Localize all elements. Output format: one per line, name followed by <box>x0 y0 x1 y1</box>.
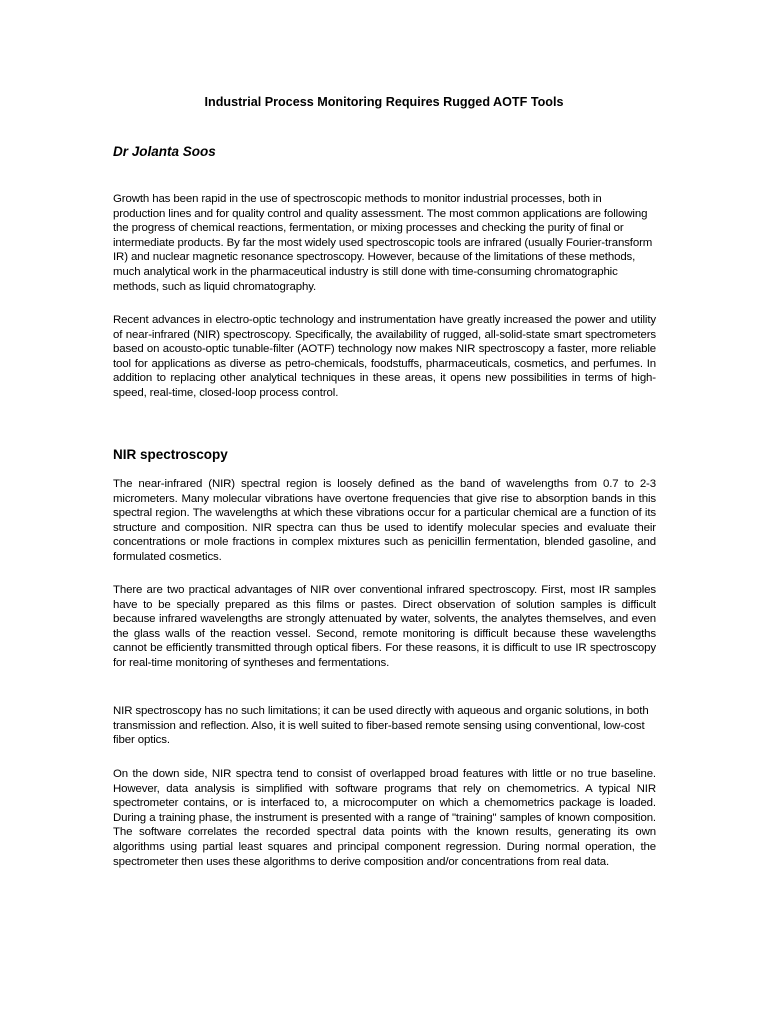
intro-paragraph-1: Growth has been rapid in the use of spectroscopic methods to monitor industrial processes, both in production lines and for quality control and quality assessment. The most common applications are following the progress of chemical reactions, fermentation, or mixing processes and checking the purity of final or intermediate products. By far the most widely used spectroscopic tools are infrared (usually Fourier-transform IR) and nuclear magnetic resonance spectroscopy. However, because of the limitations of these methods, much analytical work in the pharmaceutical industry is still done with time-consuming chromatographic methods, such as liquid chromatography. <box>113 193 653 293</box>
intro-paragraph-2: Recent advances in electro-optic technology and instrumentation have greatly increased the power and utility of near-infrared (NIR) spectroscopy. Specifically, the availability of rugged, all-solid-state smart spectrometers based on acousto-optic tunable-filter (AOTF) technology now makes NIR spectroscopy a faster, more reliable tool for applications as diverse as petro-chemicals, foodstuffs, pharmaceuticals, cosmetics, and perfumes. In addition to replacing other analytical techniques in these areas, it opens new possibilities in terms of high-speed, real-time, closed-loop process control. <box>113 314 656 399</box>
section-heading-nir-spectroscopy: NIR spectroscopy <box>113 447 228 462</box>
document-title: Industrial Process Monitoring Requires Rugged AOTF Tools <box>204 95 564 109</box>
section-paragraph-3: NIR spectroscopy has no such limitations; it can be used directly with aqueous and organic solutions, in both transmission and reflection. Also, it is well suited to fiber-based remote sensing using conventional, low-cost fiber optics. <box>113 705 649 747</box>
author-name: Dr Jolanta Soos <box>113 144 216 159</box>
section-paragraph-1: The near-infrared (NIR) spectral region is loosely defined as the band of wavelengths from 0.7 to 2-3 micrometers. Many molecular vibrations have overtone frequencies that give rise to absorption bands in this spectral region. The wavelengths at which these vibrations occur for a particular chemical are a function of its structure and composition. NIR spectra can thus be used to identify molecular species and evaluate their concentrations or mole fractions in complex mixtures such as penicillin fermentation, blended gasoline, and formulated cosmetics. <box>113 478 656 563</box>
section-paragraph-2: There are two practical advantages of NIR over conventional infrared spectroscopy. First, most IR samples have to be specially prepared as this films or pastes. Direct observation of solution samples is difficult because infrared wavelengths are strongly attenuated by water, solvents, the analytes themselves, and even the glass walls of the reaction vessel. Second, remote monitoring is difficult because these wavelengths cannot be efficiently transmitted through optical fibers. For these reasons, it is difficult to use IR spectroscopy for real-time monitoring of syntheses and fermentations. <box>113 584 656 669</box>
section-paragraph-4: On the down side, NIR spectra tend to consist of overlapped broad features with little or no true baseline. However, data analysis is simplified with software programs that rely on chemometrics. A typical NIR spectrometer contains, or is interfaced to, a microcomputer on which a chemometrics package is loaded. During a training phase, the instrument is presented with a range of "training" samples of known composition. The software correlates the recorded spectral data points with the known results, generating its own algorithms using partial least squares and principal component regression. During normal operation, the spectrometer then uses these algorithms to derive composition and/or concentrations from real data. <box>113 768 656 868</box>
